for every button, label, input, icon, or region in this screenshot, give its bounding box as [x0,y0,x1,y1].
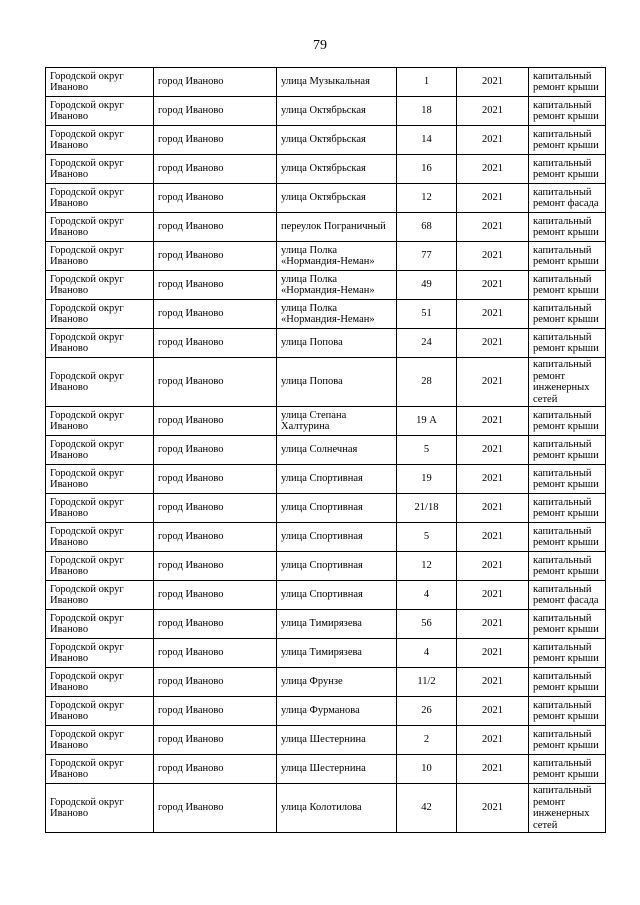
street-cell: улица Попова [277,329,397,358]
house-number-cell: 2 [397,726,457,755]
year-cell: 2021 [457,68,529,97]
house-number-cell: 24 [397,329,457,358]
street-cell: улица Шестернина [277,726,397,755]
house-number-cell: 42 [397,784,457,833]
city-cell: город Иваново [154,668,277,697]
house-number-cell: 18 [397,97,457,126]
house-number-cell: 26 [397,697,457,726]
district-cell: Городской округ Иваново [46,668,154,697]
city-cell: город Иваново [154,523,277,552]
city-cell: город Иваново [154,697,277,726]
street-cell: улица Октябрьская [277,155,397,184]
house-number-cell: 12 [397,184,457,213]
city-cell: город Иваново [154,552,277,581]
work-type-cell: капитальный ремонт крыши [529,639,606,668]
street-cell: улица Фурманова [277,697,397,726]
street-cell: переулок Пограничный [277,213,397,242]
work-type-cell: капитальный ремонт крыши [529,407,606,436]
city-cell: город Иваново [154,213,277,242]
table-row [46,213,606,242]
house-number-cell: 68 [397,213,457,242]
work-type-cell: капитальный ремонт инженерных сетей [529,784,606,833]
district-cell: Городской округ Иваново [46,755,154,784]
work-type-cell: капитальный ремонт крыши [529,329,606,358]
work-type-cell: капитальный ремонт крыши [529,552,606,581]
district-cell: Городской округ Иваново [46,523,154,552]
work-type-cell: капитальный ремонт фасада [529,184,606,213]
street-cell: улица Фрунзе [277,668,397,697]
table-row [46,610,606,639]
district-cell: Городской округ Иваново [46,97,154,126]
city-cell: город Иваново [154,242,277,271]
street-cell: улица Октябрьская [277,126,397,155]
table-row [46,726,606,755]
street-cell: улица Октябрьская [277,184,397,213]
city-cell: город Иваново [154,155,277,184]
city-cell: город Иваново [154,581,277,610]
year-cell: 2021 [457,465,529,494]
table-row [46,755,606,784]
year-cell: 2021 [457,300,529,329]
work-type-cell: капитальный ремонт фасада [529,581,606,610]
district-cell: Городской округ Иваново [46,784,154,833]
work-type-cell: капитальный ремонт крыши [529,271,606,300]
table-row [46,523,606,552]
house-number-cell: 49 [397,271,457,300]
street-cell: улица Колотилова [277,784,397,833]
table-row [46,271,606,300]
repair-schedule-table [45,67,606,833]
city-cell: город Иваново [154,271,277,300]
table-row [46,155,606,184]
district-cell: Городской округ Иваново [46,494,154,523]
street-cell: улица Полка «Нормандия-Неман» [277,242,397,271]
year-cell: 2021 [457,213,529,242]
year-cell: 2021 [457,358,529,407]
year-cell: 2021 [457,639,529,668]
work-type-cell: капитальный ремонт крыши [529,668,606,697]
table-row [46,300,606,329]
city-cell: город Иваново [154,726,277,755]
work-type-cell: капитальный ремонт крыши [529,610,606,639]
table-row [46,465,606,494]
work-type-cell: капитальный ремонт крыши [529,436,606,465]
work-type-cell: капитальный ремонт крыши [529,155,606,184]
table-body [46,68,606,833]
district-cell: Городской округ Иваново [46,242,154,271]
table-row [46,242,606,271]
street-cell: улица Солнечная [277,436,397,465]
table-row [46,407,606,436]
house-number-cell: 56 [397,610,457,639]
table-row [46,494,606,523]
table-row [46,436,606,465]
work-type-cell: капитальный ремонт крыши [529,242,606,271]
work-type-cell: капитальный ремонт крыши [529,213,606,242]
year-cell: 2021 [457,726,529,755]
table-row [46,639,606,668]
district-cell: Городской округ Иваново [46,697,154,726]
work-type-cell: капитальный ремонт крыши [529,523,606,552]
district-cell: Городской округ Иваново [46,184,154,213]
table-row [46,126,606,155]
work-type-cell: капитальный ремонт крыши [529,97,606,126]
street-cell: улица Спортивная [277,523,397,552]
city-cell: город Иваново [154,68,277,97]
street-cell: улица Полка «Нормандия-Неман» [277,271,397,300]
street-cell: улица Полка «Нормандия-Неман» [277,300,397,329]
work-type-cell: капитальный ремонт крыши [529,755,606,784]
street-cell: улица Спортивная [277,465,397,494]
city-cell: город Иваново [154,300,277,329]
street-cell: улица Попова [277,358,397,407]
page-number: 79 [313,38,327,53]
city-cell: город Иваново [154,639,277,668]
house-number-cell: 1 [397,68,457,97]
city-cell: город Иваново [154,494,277,523]
year-cell: 2021 [457,784,529,833]
district-cell: Городской округ Иваново [46,639,154,668]
work-type-cell: капитальный ремонт инженерных сетей [529,358,606,407]
table-row [46,329,606,358]
street-cell: улица Спортивная [277,494,397,523]
house-number-cell: 4 [397,639,457,668]
table-row [46,552,606,581]
house-number-cell: 5 [397,523,457,552]
house-number-cell: 16 [397,155,457,184]
district-cell: Городской округ Иваново [46,329,154,358]
district-cell: Городской округ Иваново [46,300,154,329]
district-cell: Городской округ Иваново [46,213,154,242]
district-cell: Городской округ Иваново [46,68,154,97]
district-cell: Городской округ Иваново [46,358,154,407]
house-number-cell: 19 [397,465,457,494]
house-number-cell: 77 [397,242,457,271]
city-cell: город Иваново [154,358,277,407]
work-type-cell: капитальный ремонт крыши [529,494,606,523]
year-cell: 2021 [457,242,529,271]
house-number-cell: 21/18 [397,494,457,523]
table-row [46,358,606,407]
year-cell: 2021 [457,155,529,184]
year-cell: 2021 [457,436,529,465]
work-type-cell: капитальный ремонт крыши [529,126,606,155]
year-cell: 2021 [457,581,529,610]
table-row [46,697,606,726]
table-row [46,68,606,97]
city-cell: город Иваново [154,755,277,784]
district-cell: Городской округ Иваново [46,436,154,465]
city-cell: город Иваново [154,610,277,639]
city-cell: город Иваново [154,126,277,155]
house-number-cell: 51 [397,300,457,329]
year-cell: 2021 [457,610,529,639]
year-cell: 2021 [457,668,529,697]
street-cell: улица Музыкальная [277,68,397,97]
table-row [46,668,606,697]
year-cell: 2021 [457,97,529,126]
house-number-cell: 19 А [397,407,457,436]
district-cell: Городской округ Иваново [46,726,154,755]
street-cell: улица Спортивная [277,581,397,610]
house-number-cell: 12 [397,552,457,581]
city-cell: город Иваново [154,436,277,465]
district-cell: Городской округ Иваново [46,552,154,581]
work-type-cell: капитальный ремонт крыши [529,465,606,494]
house-number-cell: 11/2 [397,668,457,697]
year-cell: 2021 [457,697,529,726]
year-cell: 2021 [457,407,529,436]
work-type-cell: капитальный ремонт крыши [529,726,606,755]
year-cell: 2021 [457,271,529,300]
street-cell: улица Октябрьская [277,97,397,126]
district-cell: Городской округ Иваново [46,155,154,184]
city-cell: город Иваново [154,407,277,436]
work-type-cell: капитальный ремонт крыши [529,68,606,97]
work-type-cell: капитальный ремонт крыши [529,697,606,726]
street-cell: улица Тимирязева [277,639,397,668]
house-number-cell: 28 [397,358,457,407]
district-cell: Городской округ Иваново [46,407,154,436]
house-number-cell: 4 [397,581,457,610]
street-cell: улица Спортивная [277,552,397,581]
street-cell: улица Тимирязева [277,610,397,639]
district-cell: Городской округ Иваново [46,610,154,639]
city-cell: город Иваново [154,329,277,358]
year-cell: 2021 [457,523,529,552]
street-cell: улица Степана Халтурина [277,407,397,436]
table-row [46,581,606,610]
house-number-cell: 14 [397,126,457,155]
city-cell: город Иваново [154,465,277,494]
district-cell: Городской округ Иваново [46,465,154,494]
house-number-cell: 5 [397,436,457,465]
work-type-cell: капитальный ремонт крыши [529,300,606,329]
table-row [46,97,606,126]
street-cell: улица Шестернина [277,755,397,784]
year-cell: 2021 [457,755,529,784]
city-cell: город Иваново [154,184,277,213]
house-number-cell: 10 [397,755,457,784]
district-cell: Городской округ Иваново [46,271,154,300]
table-row [46,184,606,213]
year-cell: 2021 [457,552,529,581]
city-cell: город Иваново [154,784,277,833]
district-cell: Городской округ Иваново [46,126,154,155]
city-cell: город Иваново [154,97,277,126]
year-cell: 2021 [457,184,529,213]
year-cell: 2021 [457,494,529,523]
table-row [46,784,606,833]
year-cell: 2021 [457,329,529,358]
year-cell: 2021 [457,126,529,155]
district-cell: Городской округ Иваново [46,581,154,610]
